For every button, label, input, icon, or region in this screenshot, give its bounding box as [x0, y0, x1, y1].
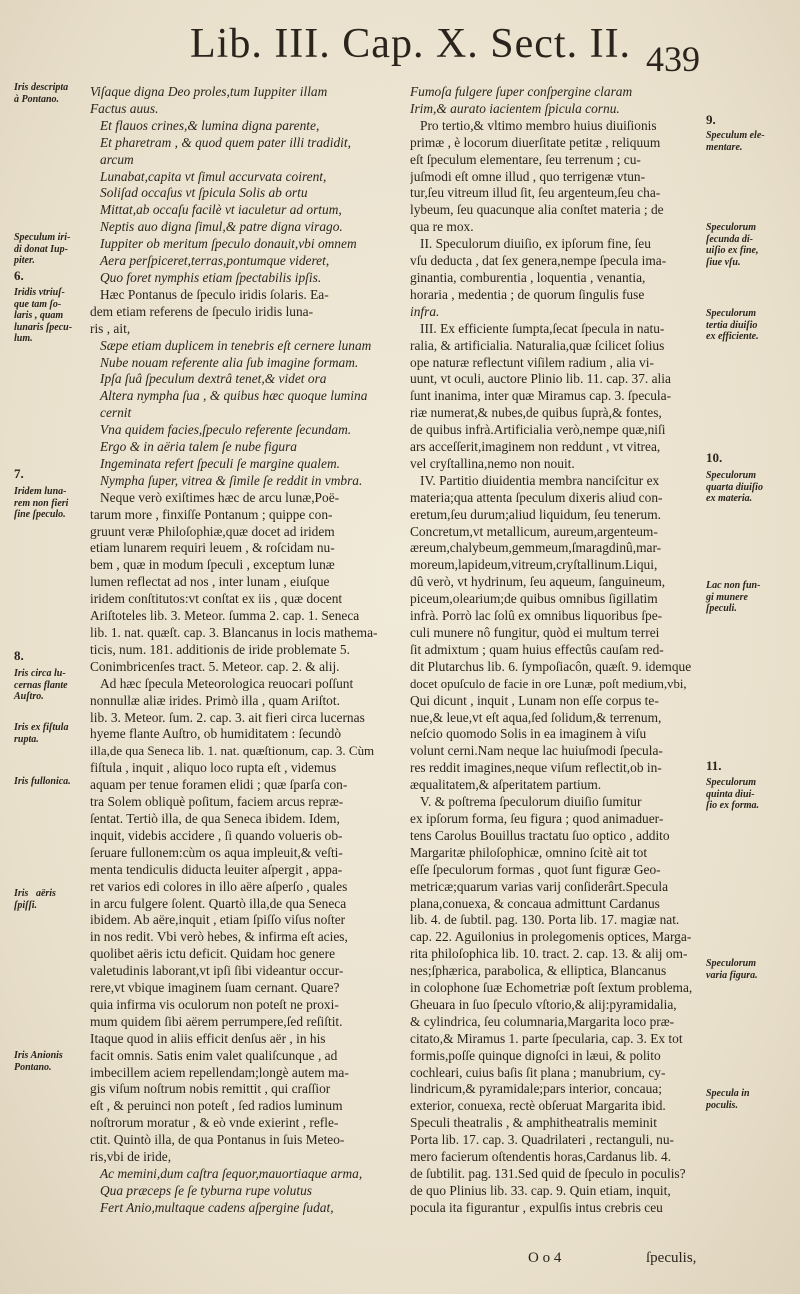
- text-line: nonnullæ aliæ irides. Primò illa , quam Ariſtot.: [90, 692, 340, 708]
- text-line: quia infirma vis oculorum non poteſt ne proxi-: [90, 996, 339, 1012]
- text-line: Lunabat,capita vt ſimul accurvata coirent,: [100, 168, 327, 184]
- text-line: lybeum, ſeu quacunque alia conſtet materia ; de: [410, 202, 664, 218]
- text-line: Itaque quod in aliis efficit denſus aër , in his: [90, 1030, 326, 1046]
- text-line: piceum,olearium;de quibus omnibus ſigillatim: [410, 591, 658, 607]
- text-line: plana,conuexa, & concaua admittunt Cardanus: [410, 895, 660, 911]
- section-number: 7.: [14, 466, 24, 481]
- text-line: metricæ;quarum varias varij conſiderârt.Specula: [410, 878, 669, 894]
- text-line: Gheuara in ſuo ſpeculo vſtorio,& alij:pyramidalia,: [410, 996, 677, 1012]
- marginal-note: Iris descripta à Pontano.: [14, 82, 69, 105]
- text-line: Et flauos crines,& lumina digna parente,: [100, 117, 320, 133]
- text-line: lib. 4. de ſubtil. pag. 130. Porta lib. 17. magiæ nat.: [410, 912, 680, 928]
- text-line: Nube nouam referente alia ſub imagine formam.: [100, 354, 359, 370]
- marginal-note: Speculorum quinta diui- ſio ex forma.: [706, 777, 760, 811]
- text-line: riæ numerat,& nubes,de quibus ſuprà,& fontes,: [410, 405, 662, 421]
- text-line: Porta lib. 17. cap. 3. Quadrilateri , rectanguli, nu-: [410, 1132, 675, 1148]
- section-number: 9.: [706, 112, 716, 127]
- text-line: Vna quidem facies,ſpeculo referente ſecundam.: [100, 422, 352, 438]
- marginal-note: Iris fullonica.: [14, 776, 71, 787]
- text-line: cernit: [100, 405, 132, 421]
- text-line: tur,ſeu vitreum illud ſit, ſeu argenteum,ſeu cha-: [410, 185, 661, 201]
- text-line: inquit, videbis accidere , ſi quando volueris ob-: [90, 827, 343, 843]
- marginal-note: Speculum iri- di donat Iup- piter.: [14, 232, 71, 266]
- text-line: Qui dicunt , inquit , Lunam non eſſe corpus te-: [410, 692, 659, 708]
- text-line: lib. 1. nat. quæſt. cap. 3. Blancanus in locis mathema-: [90, 625, 378, 640]
- text-line: ginantia, comburentia , loquentia , venantia,: [410, 269, 646, 285]
- text-line: eſt , & peruinci non poteſt , ſed radios luminum: [90, 1098, 343, 1114]
- text-line: Neptis auo digna ſimul,& patre digna virago.: [100, 219, 343, 235]
- text-line: Ad hæc ſpecula Meteorologica reuocari poſſunt: [100, 675, 354, 691]
- text-line: menta tendiculis diducta leuiter aſpergit , appa-: [90, 861, 343, 877]
- text-line: valetudinis laborant,vt ipſi ſibi videantur occur-: [90, 963, 344, 979]
- text-line: aquam per tenue foramen elidi ; quæ ſparſa con-: [90, 777, 348, 793]
- marginal-note: Speculorum tertia diuiſio ex efficiente.: [706, 308, 759, 342]
- text-line: vel cryſtallina,nemo non nouit.: [410, 455, 575, 471]
- text-line: iridem conſtitutos:vt conſtat ex iis , quæ docent: [90, 591, 343, 607]
- text-line: de quibus infrà.Artificialia verò,nempe quæ,niſi: [410, 422, 666, 438]
- text-line: lumen reflectat ad nos , inter lunam , eiuſque: [90, 574, 330, 590]
- text-line: exterior, conuexa, rectè obſeruat Margarita ibid.: [410, 1098, 666, 1114]
- text-line: III. Ex efficiente ſumpta,ſecat ſpecula in natu-: [420, 320, 665, 336]
- marginal-note: Speculorum quarta diuiſio ex materia.: [706, 470, 763, 504]
- marginal-note: Iris circa lu- cernas flante Auſtro.: [14, 668, 68, 702]
- marginal-note: Iris aëris ſpiſſi.: [14, 888, 56, 911]
- text-line: & cylindrica, ſeu columnaria,Margarita loco præ-: [410, 1013, 675, 1029]
- text-line: gis viſum noſtrum nobis remittit , qui craſſior: [90, 1081, 331, 1097]
- text-line: eſt ſpeculum elementare, ſeu terrenum ; cu-: [410, 151, 641, 167]
- text-line: V. & poſtrema ſpeculorum diuiſio ſumitur: [420, 794, 642, 810]
- text-line: ctit. Quintò illa, de qua Pontanus in ſuis Meteo-: [90, 1132, 345, 1148]
- text-line: Neque verò exiſtimes hæc de arcu lunæ,Poë-: [100, 489, 340, 505]
- text-line: rita philoſophica lib. 10. tract. 2. cap. 13. & alij om-: [410, 946, 688, 962]
- text-line: eſſe ſpeculorum formas , quot ſunt figuræ Geo-: [410, 861, 661, 877]
- text-line: nes;ſphærica, parabolica, & elliptica, Blancanus: [410, 963, 667, 979]
- text-line: neſcio quomodo Solis in ea imaginem à viſu: [410, 726, 647, 742]
- text-line: quolibet aëris ictu deficit. Quidam hoc genere: [90, 946, 336, 962]
- text-line: culi munere nô fungitur, quòd ei multum terrei: [410, 625, 660, 640]
- text-line: Fert Anio,multaque cadens aſpergine ſudat,: [100, 1199, 334, 1215]
- text-line: tarum more , finxiſſe Pontanum ; quippe con-: [90, 506, 333, 522]
- text-line: Altera nympha ſua , & quibus hæc quoque lumina: [100, 388, 368, 404]
- text-line: infra.: [410, 303, 440, 319]
- text-line: de quo Plinius lib. 33. cap. 9. Quin etiam, inquit,: [410, 1182, 671, 1198]
- text-line: in arcu fulgere ſolent. Quartò illa,de qua Seneca: [90, 895, 347, 911]
- text-line: infrà. Porrò lac ſolû ex omnibus liquoribus ſpe-: [410, 608, 663, 624]
- text-line: volunt cerni.Nam neque lac huiuſmodi ſpecula-: [410, 743, 663, 759]
- text-line: materia;qua attenta ſpeculum dixeris aliud con-: [410, 489, 663, 505]
- text-line: Factus auus.: [90, 100, 159, 116]
- left-text-column: [90, 84, 380, 1217]
- text-line: Ipſa ſuâ ſpeculum dextrâ tenet,& videt ora: [100, 371, 327, 387]
- text-line: ſeruare fullonem:cùm os aqua impleuit,& veſti-: [90, 844, 343, 860]
- text-line: in colophone ſuæ Echometriæ poſt ſextum problema,: [410, 980, 692, 996]
- marginal-note: Lac non fun- gi munere ſpeculi.: [706, 580, 761, 614]
- text-line: illa,de qua Seneca lib. 1. nat. quæſtionum, cap. 3. Cùm: [90, 743, 375, 759]
- chapter-title: Lib. III. Cap. X. Sect. II.: [190, 21, 632, 67]
- text-line: etiam lunarem requiri leuem , & roſcidam nu-: [90, 540, 335, 556]
- text-line: II. Speculorum diuiſio, ex ipſorum fine, ſeu: [420, 236, 651, 252]
- text-line: ret varios edi colores in illo aëre aſperſo , quales: [90, 878, 348, 894]
- marginal-note: Specula in poculis.: [706, 1088, 750, 1111]
- text-line: Speculi theatralis , & amphitheatralis meminit: [410, 1115, 657, 1131]
- text-line: bem , quæ in modum ſpeculi , exceptum lunæ: [90, 557, 335, 573]
- text-line: ſunt inanima, inter quæ Miramus cap. 3. ſpecula-: [410, 388, 672, 404]
- text-line: noſtrorum moratur , & eò vnde exierint , refle-: [90, 1115, 339, 1131]
- text-line: Hæc Pontanus de ſpeculo iridis ſolaris. Ea-: [100, 286, 329, 302]
- text-line: mum quidem ſibi aërem perrumpere,ſed reſiſtit.: [90, 1013, 343, 1029]
- text-line: æreum,chalybeum,gemmeum,ſmaragdinû,mar-: [410, 540, 662, 556]
- running-header: [0, 12, 800, 78]
- text-line: facit omnis. Satis enim valet qualiſcunque , ad: [90, 1047, 338, 1063]
- text-line: tens Carolus Bouillus tractatu ſuo optico , addito: [410, 827, 670, 843]
- text-line: formis,poſſe quinque dignoſci in læui, & polito: [410, 1047, 661, 1063]
- text-line: Quo foret nymphis etiam ſpectabilis ipſis.: [100, 269, 322, 285]
- text-line: in nos redit. Vbi verò hebes, & infirma eſt acies,: [90, 929, 348, 945]
- text-line: mero facierum oſtendentis horas,Cardanus lib. 4.: [410, 1149, 672, 1165]
- text-line: ibidem. Ab aëre,inquit , etiam ſpiſſo viſus noſter: [90, 912, 346, 928]
- text-line: tra Solem obliquè poſitum, faciem arcus repræ-: [90, 794, 344, 810]
- marginal-note: Iris Anionis Pontano.: [14, 1050, 63, 1073]
- text-line: gruunt veræ Philoſophiæ,quæ docet ad iridem: [90, 523, 335, 539]
- text-line: primæ , è locorum diuerſitate petitæ , reliquum: [410, 134, 661, 150]
- marginal-note: Iridis vtriuſ- que tam ſo- laris , quam lunaris ſpecu- lum.: [14, 287, 73, 344]
- marginal-note: Iris ex fiſtula rupta.: [14, 722, 69, 745]
- text-line: Margaritæ philoſophicæ, omnino ſcitè ait tot: [410, 844, 648, 860]
- text-line: ſit admixtum ; quam huius effectûs cauſam red-: [410, 641, 664, 657]
- text-line: ris,vbi de iride,: [90, 1149, 172, 1165]
- section-number: 6.: [14, 268, 24, 283]
- section-number: 11.: [706, 758, 722, 773]
- text-line: Aera perſpiceret,terras,pontumque videret,: [100, 253, 330, 269]
- text-line: ralia, & artificialia. Naturalia,quæ ſcilicet ſolius: [410, 337, 665, 353]
- text-line: ris , ait,: [90, 320, 131, 336]
- text-line: horaria , medentia ; de quorum ſingulis fuse: [410, 286, 645, 302]
- text-line: ticis, num. 181. additionis de iride problemate 5.: [90, 641, 350, 657]
- text-line: juſmodi eſt omne illud , quo terrigenæ vtun-: [410, 168, 646, 184]
- text-line: dem etiam referens de ſpeculo iridis luna-: [90, 303, 314, 319]
- text-line: uunt, vt oculi, auctore Plinio lib. 11. cap. 37. alia: [410, 371, 671, 387]
- text-line: Fumoſa fulgere ſuper conſpergine claram: [410, 84, 633, 99]
- text-line: Iuppiter ob meritum ſpeculo donauit,vbi omnem: [100, 236, 357, 252]
- text-line: hyeme flante Auſtro, ob humiditatem : ſecundò: [90, 726, 342, 742]
- text-line: Soliſad occaſus vt ſpicula Solis ab ortu: [100, 185, 308, 201]
- text-line: dit Plutarchus lib. 6. ſympoſiacôn, quæſt. 9. idemque: [410, 658, 692, 674]
- text-line: Ariſtoteles lib. 3. Meteor. ſumma 2. cap. 1. Seneca: [90, 608, 360, 624]
- text-line: Mittat,ab occaſu facilè vt iaculetur ad ortum,: [100, 202, 342, 218]
- text-line: IV. Partitio diuidentia membra nanciſcitur ex: [420, 472, 660, 488]
- marginal-note: Iridem luna- rem non fieri ſine ſpeculo.: [14, 486, 69, 520]
- text-line: Irim,& aurato iacientem ſpicula cornu.: [410, 100, 620, 116]
- text-line: fiſtula , inquit , aliquo loco rupta eſt , videmus: [90, 760, 337, 776]
- text-line: Viſaque digna Deo proles,tum Iuppiter illam: [90, 84, 328, 99]
- text-line: lib. 3. Meteor. ſum. 2. cap. 3. ait fieri circa lucernas: [90, 709, 365, 725]
- text-line: ſentat. Tertiò illa, de qua Seneca ibidem. Idem,: [90, 810, 340, 826]
- text-line: qua re mox.: [410, 219, 474, 235]
- text-line: rere,vt vbique imaginem ſuam cernant. Quare?: [90, 980, 340, 996]
- section-number: 8.: [14, 648, 24, 663]
- text-line: Qua præceps ſe ſe tyburna rupe volutus: [100, 1182, 312, 1198]
- text-line: lindricum,& pyramidale;pars interior, concaua;: [410, 1081, 662, 1097]
- signature-mark: O o 4: [528, 1250, 562, 1266]
- text-line: arcum: [100, 151, 134, 167]
- catchword: ſpeculis,: [646, 1250, 697, 1266]
- marginal-note: Speculum ele- mentare.: [706, 130, 765, 153]
- text-line: Pro tertio,& vltimo membro huius diuiſionis: [420, 117, 657, 133]
- text-line: cap. 22. Aguilonius in prolegomenis optices, Marga-: [410, 929, 692, 945]
- text-line: Nympha ſuper, vitrea & ſimile ſe reddit in vmbra.: [100, 472, 363, 488]
- text-line: æqualitatem,& aſperitatem partium.: [410, 777, 602, 793]
- text-line: de ſubtilit. pag. 131.Sed quid de ſpeculo in poculis?: [410, 1166, 686, 1181]
- text-line: res reddit imagines,neque viſum reflectit,ob in-: [410, 760, 662, 776]
- section-number: 10.: [706, 450, 723, 465]
- text-line: Sæpe etiam duplicem in tenebris eſt cernere lunam: [100, 337, 372, 353]
- text-line: cochleari, cuius baſis ſit plana ; manubrium, cy-: [410, 1064, 666, 1080]
- text-line: docet opuſculo de facie in ore Lunæ, poſt medium,vbi,: [410, 676, 687, 691]
- text-line: imbecillem aciem repellendam;longè autem ma-: [90, 1064, 349, 1080]
- text-line: moreum,lapideum,vitreum,cryſtallinum.Liqui,: [410, 557, 658, 573]
- marginal-note: Speculorum varia figura.: [706, 958, 758, 981]
- right-text-column: [410, 84, 692, 1217]
- text-line: Ac memini,dum caſtra ſequor,mauortiaque arma,: [100, 1166, 363, 1181]
- text-line: nue,& leue,vt eſt aqua,ſed ſolidum,& terrenum,: [410, 709, 662, 725]
- text-line: pocula ita figurantur , expulſis intus crebris ceu: [410, 1199, 663, 1215]
- text-line: Conimbricenſes tract. 5. Meteor. cap. 2. & alij.: [90, 658, 340, 674]
- text-line: ex ipſorum forma, ſeu figura ; quod animaduer-: [410, 810, 664, 826]
- text-line: Concretum,vt metallicum, aureum,argenteum-: [410, 523, 658, 539]
- page-number: 439: [646, 39, 700, 79]
- marginal-note: Speculorum ſecunda di- uiſio ex fine, ſiue vſu.: [706, 222, 759, 268]
- text-line: Et pharetram , & quod quem pater illi tradidit,: [100, 134, 351, 150]
- text-line: ars acceſſerit,imaginem non reddunt , vt vitrea,: [410, 439, 661, 455]
- text-line: eretum,ſeu durum;aliud liquidum, ſeu tenerum.: [410, 506, 662, 522]
- text-line: ope naturæ reflectunt viſilem radium , alia vi-: [410, 354, 654, 370]
- text-line: citato,& Miramus 1. parte ſpecularia, cap. 3. Ex tot: [410, 1030, 683, 1046]
- text-line: dû verò, vt hydrinum, ſeu aqueum, ſanguineum,: [410, 574, 666, 590]
- text-line: Ergo & in aëria talem ſe nube figura: [100, 439, 297, 455]
- text-line: vſu deducta , dat ſex genera,nempe ſpecula ima-: [410, 253, 667, 269]
- text-line: Ingeminata refert ſpeculi ſe margine qualem.: [100, 455, 340, 471]
